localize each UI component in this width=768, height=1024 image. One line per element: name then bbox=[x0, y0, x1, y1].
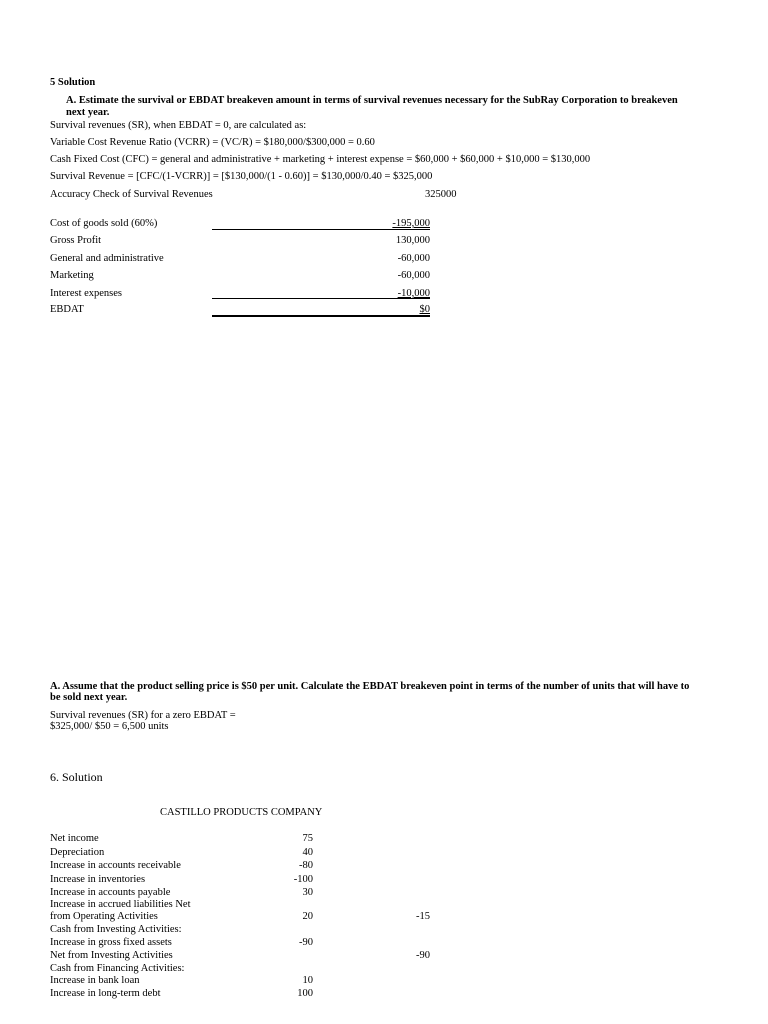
cashflow-row-label: Net from Investing Activities bbox=[50, 950, 173, 961]
cashflow-row-value: 10 bbox=[302, 975, 313, 986]
survival-intro: Survival revenues (SR), when EBDAT = 0, are calculated as: bbox=[50, 120, 307, 131]
table-row-label: EBDAT bbox=[50, 304, 84, 315]
question-a-text-cont: next year. bbox=[66, 107, 110, 118]
table-total-divider bbox=[212, 315, 430, 317]
table-row-label: Cost of goods sold (60%) bbox=[50, 218, 158, 229]
cfc-line: Cash Fixed Cost (CFC) = general and administrative + marketing + interest expense = $60,000 + $60,000 + $10,000 = $130,000 bbox=[50, 154, 591, 165]
cashflow-row-label: Increase in inventories bbox=[50, 874, 146, 885]
vcrr-line: Variable Cost Revenue Ratio (VCRR) = (VC/R) = $180,000/$300,000 = 0.60 bbox=[50, 137, 375, 148]
cashflow-row-label: Cash from Financing Activities: bbox=[50, 963, 185, 974]
units-intro: Survival revenues (SR) for a zero EBDAT = bbox=[50, 710, 236, 721]
cashflow-row-label: Increase in accounts receivable bbox=[50, 860, 181, 871]
table-row-value: -60,000 bbox=[397, 253, 430, 264]
cashflow-row-value: 75 bbox=[302, 833, 313, 844]
cashflow-row-total: -15 bbox=[416, 911, 430, 922]
table-row-value: -60,000 bbox=[397, 270, 430, 281]
survival-revenue-line: Survival Revenue = [CFC/(1-VCRR)] = [$130,000/(1 - 0.60)] = $130,000/0.40 = $325,000 bbox=[50, 171, 433, 182]
table-row-label: General and administrative bbox=[50, 253, 164, 264]
question-b-text: A. Assume that the product selling price is $50 per unit. Calculate the EBDAT breakeven point in terms of the number of units that will have to bbox=[50, 681, 690, 692]
question-a-text: A. Estimate the survival or EBDAT breakeven amount in terms of survival revenues necessary for the SubRay Corporation to breakeven bbox=[66, 95, 678, 106]
table-row-value: $0 bbox=[419, 304, 430, 315]
cashflow-row-value: 20 bbox=[302, 911, 313, 922]
cashflow-row-total: -90 bbox=[416, 950, 430, 961]
section-6-heading: 6. Solution bbox=[50, 770, 103, 784]
cashflow-row-value: 100 bbox=[297, 988, 313, 999]
cashflow-row-label: Increase in accrued liabilities Net bbox=[50, 899, 191, 910]
table-row-value: -10,000 bbox=[397, 288, 430, 299]
table-row-label: Marketing bbox=[50, 270, 94, 281]
cashflow-row-label: Increase in long-term debt bbox=[50, 988, 161, 999]
table-divider bbox=[212, 298, 430, 299]
accuracy-check-value: 325000 bbox=[425, 189, 457, 200]
cashflow-row-value: 40 bbox=[302, 847, 313, 858]
section-5-heading: 5 Solution bbox=[50, 77, 96, 88]
cashflow-row-label: from Operating Activities bbox=[50, 911, 158, 922]
cashflow-row-label: Depreciation bbox=[50, 847, 105, 858]
cashflow-row-value: -80 bbox=[299, 860, 313, 871]
cashflow-row-label: Cash from Investing Activities: bbox=[50, 924, 182, 935]
accuracy-check-label: Accuracy Check of Survival Revenues bbox=[50, 189, 213, 200]
table-divider bbox=[212, 229, 430, 230]
cashflow-row-label: Increase in gross fixed assets bbox=[50, 937, 172, 948]
cashflow-row-value: 30 bbox=[302, 887, 313, 898]
table-row-value: -195,000 bbox=[392, 218, 430, 229]
units-result: $325,000/ $50 = 6,500 units bbox=[50, 721, 169, 732]
cashflow-row-value: -100 bbox=[293, 874, 313, 885]
cashflow-row-value: -90 bbox=[299, 937, 313, 948]
cashflow-row-label: Net income bbox=[50, 833, 99, 844]
table-row-value: 130,000 bbox=[395, 235, 430, 246]
table-row-label: Gross Profit bbox=[50, 235, 102, 246]
cashflow-row-label: Increase in accounts payable bbox=[50, 887, 171, 898]
table-row-label: Interest expenses bbox=[50, 288, 123, 299]
company-name: CASTILLO PRODUCTS COMPANY bbox=[160, 807, 323, 818]
cashflow-row-label: Increase in bank loan bbox=[50, 975, 140, 986]
question-b-text-cont: be sold next year. bbox=[50, 692, 128, 703]
